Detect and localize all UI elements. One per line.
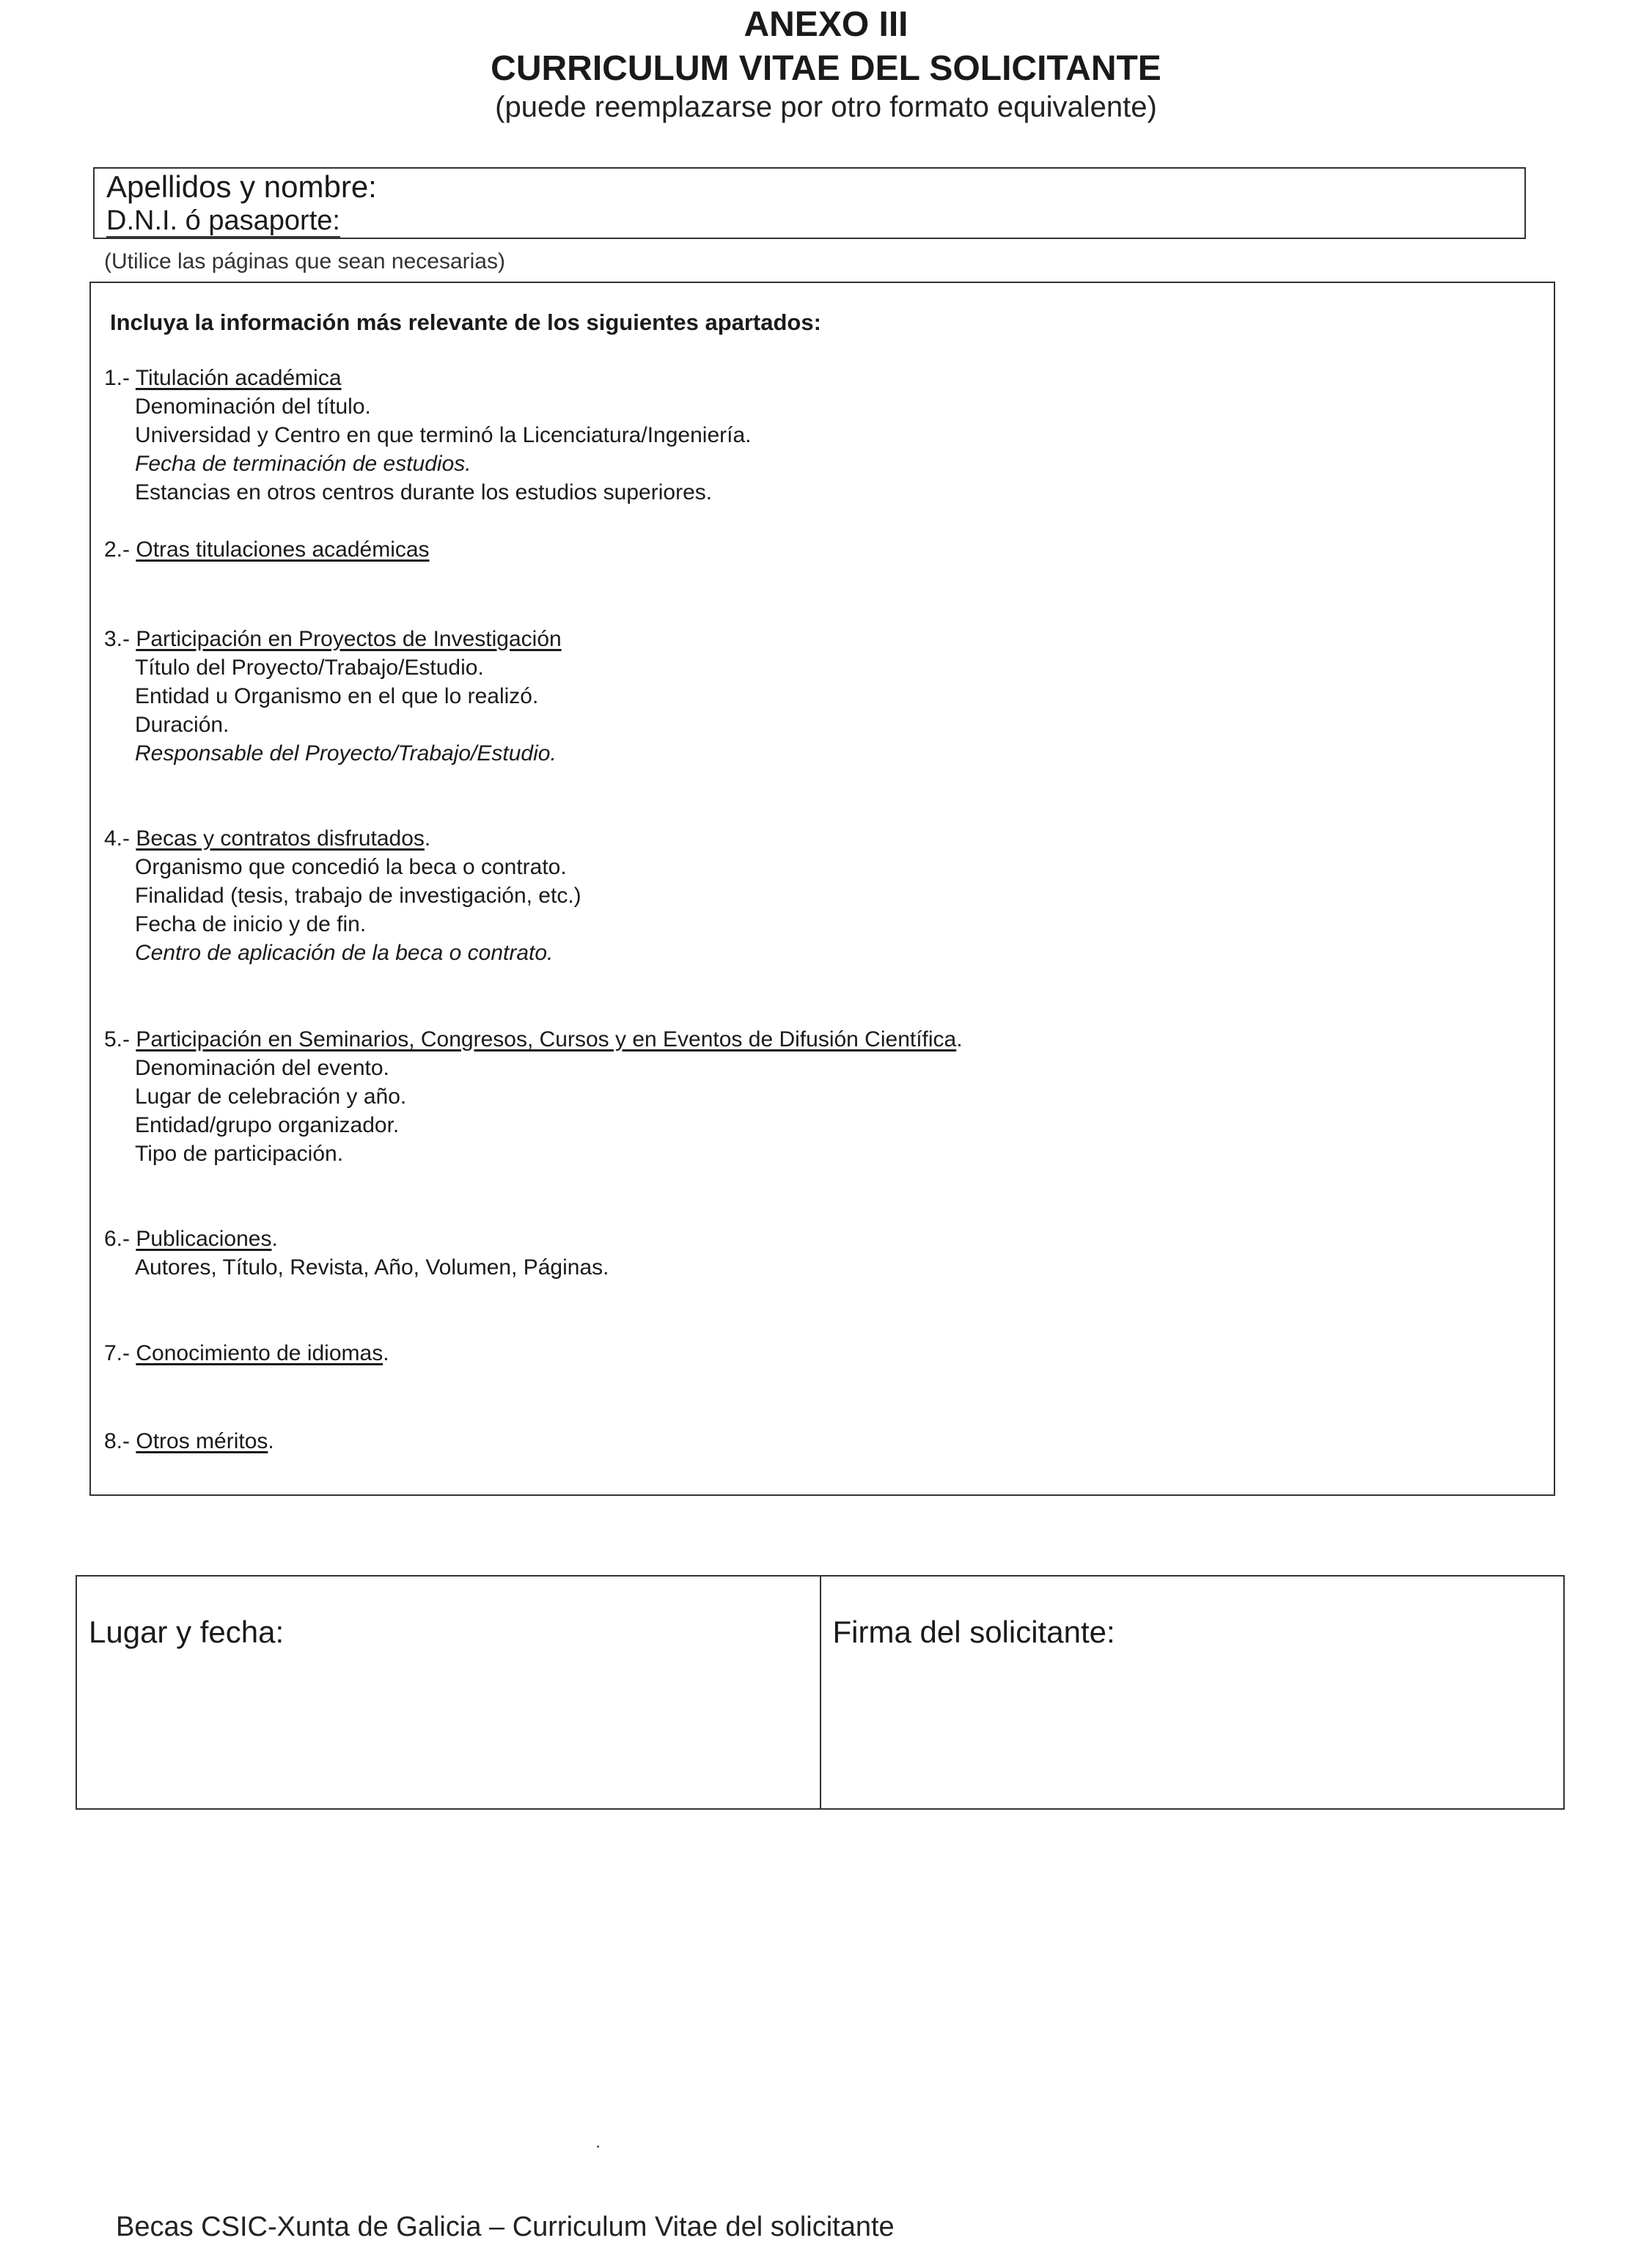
signature-field[interactable] xyxy=(820,1577,1564,1808)
section-number: 1.- xyxy=(104,366,131,390)
list-item: Finalidad (tesis, trabajo de investigación, etc.) xyxy=(135,884,581,908)
section-title: Otras titulaciones académicas xyxy=(136,537,430,562)
pages-note: (Utilice las páginas que sean necesarias) xyxy=(104,249,505,274)
section-number: 3.- xyxy=(104,627,131,651)
cv-sections-box xyxy=(89,282,1555,1496)
list-item: Denominación del título. xyxy=(135,394,371,419)
section-title: Participación en Proyectos de Investigación xyxy=(136,627,562,651)
section-otros-meritos: 8.- Otros méritos. xyxy=(104,1429,274,1453)
section-otras-titulaciones xyxy=(104,535,430,564)
list-item: Autores, Título, Revista, Año, Volumen, Páginas. xyxy=(135,1255,609,1280)
list-item: Centro de aplicación de la beca o contrato. xyxy=(135,941,554,965)
section-number: 5.- xyxy=(104,1027,131,1052)
place-date-label: Lugar y fecha: xyxy=(89,1615,284,1649)
section-becas: 4.- Becas y contratos disfrutados. Organismo que concedió la beca o contrato. Finalidad (tesis, trabajo de investigación, etc.) Fecha de inicio y de fin. Centro de aplicación de la beca o contrato. xyxy=(104,824,581,967)
section-title: Becas y contratos disfrutados xyxy=(136,826,425,851)
list-item: Denominación del evento. xyxy=(135,1056,389,1080)
dni-label xyxy=(106,207,340,235)
list-item: Estancias en otros centros durante los estudios superiores. xyxy=(135,480,713,504)
section-number: 6.- xyxy=(104,1227,131,1251)
name-label: Apellidos y nombre: xyxy=(106,169,377,204)
section-number: 8.- xyxy=(104,1429,131,1453)
section-number: 4.- xyxy=(104,826,131,851)
format-note: (puede reemplazarse por otro formato equivalente) xyxy=(495,91,1157,123)
section-seminarios: 5.- Participación en Seminarios, Congresos, Cursos y en Eventos de Difusión Científica. Denominación del evento. Lugar de celebración y año. Entidad/grupo organizador. Tipo de participación. xyxy=(104,1025,963,1168)
list-item: Título del Proyecto/Trabajo/Estudio. xyxy=(135,656,484,680)
list-item: Responsable del Proyecto/Trabajo/Estudio. xyxy=(135,741,557,766)
list-item: Organismo que concedió la beca o contrato. xyxy=(135,855,567,879)
list-item: Lugar de celebración y año. xyxy=(135,1085,407,1109)
scan-speck xyxy=(597,2146,599,2148)
list-item: Fecha de terminación de estudios. xyxy=(135,452,471,476)
page-footer: Becas CSIC-Xunta de Galicia – Curriculum Vitae del solicitante xyxy=(116,2212,895,2242)
section-number: 7.- xyxy=(104,1341,131,1365)
signature-label: Firma del solicitante: xyxy=(832,1615,1115,1649)
section-title: Conocimiento de idiomas xyxy=(136,1341,383,1365)
applicant-id-box xyxy=(93,167,1526,239)
list-item: Tipo de participación. xyxy=(135,1142,344,1166)
place-date-field[interactable] xyxy=(77,1577,820,1808)
list-item: Entidad u Organismo en el que lo realizó. xyxy=(135,684,539,708)
section-publicaciones: 6.- Publicaciones. Autores, Título, Revista, Año, Volumen, Páginas. xyxy=(104,1225,609,1282)
list-item: Fecha de inicio y de fin. xyxy=(135,912,367,936)
section-title: Participación en Seminarios, Congresos, Cursos y en Eventos de Difusión Científica xyxy=(136,1027,957,1052)
document-subtitle: CURRICULUM VITAE DEL SOLICITANTE xyxy=(491,49,1161,88)
section-title: Titulación académica xyxy=(135,366,342,390)
section-idiomas: 7.- Conocimiento de idiomas. xyxy=(104,1341,389,1365)
section-number: 2.- xyxy=(104,537,131,562)
signature-box xyxy=(76,1575,1565,1810)
sections-intro: Incluya la información más relevante de los siguientes apartados: xyxy=(110,309,821,335)
document-title: ANEXO III xyxy=(744,5,908,44)
section-title: Publicaciones xyxy=(136,1227,272,1251)
list-item: Universidad y Centro en que terminó la Licenciatura/Ingeniería. xyxy=(135,423,752,447)
section-title: Otros méritos xyxy=(136,1429,268,1453)
section-titulacion xyxy=(104,364,751,507)
list-item: Entidad/grupo organizador. xyxy=(135,1113,400,1137)
dni-label-text: D.N.I. ó pasaporte: xyxy=(106,205,340,236)
section-proyectos xyxy=(104,625,562,768)
list-item: Duración. xyxy=(135,713,230,737)
